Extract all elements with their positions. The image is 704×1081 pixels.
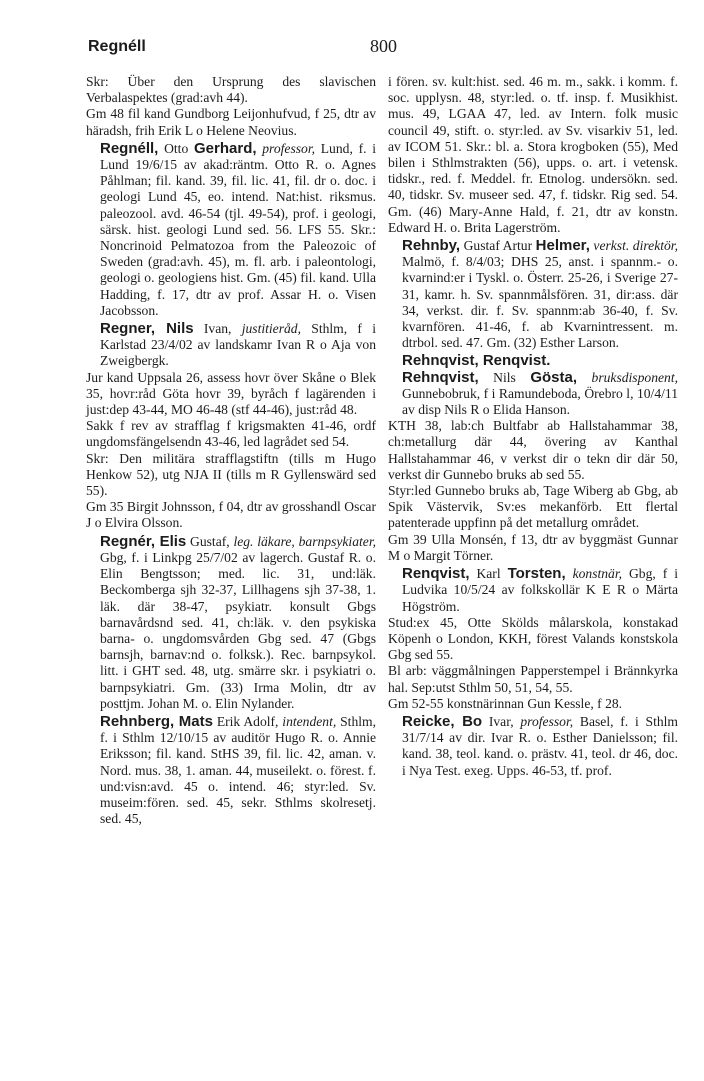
- entry-surname: Regnér,: [100, 532, 156, 550]
- entry-title: leg. läkare, barnpsykiater,: [233, 533, 376, 549]
- entry-regnell: [86, 141, 376, 319]
- entry-title: verkst. direktör,: [589, 238, 678, 254]
- entry-surname: Regner,: [100, 320, 156, 338]
- entry-surname: Rehnberg,: [100, 712, 175, 730]
- entry-given-name-bold: Torsten,: [507, 565, 566, 583]
- entry-paragraph: Bl arb: väggmålningen Papperstempel i Brännkyrka hal. Sep:utst Sthlm 50, 51, 54, 55.: [388, 663, 678, 695]
- entry-paragraph: Skr: Über den Ursprung des slavischen Verbalaspektes (grad:avh 44).: [86, 74, 376, 106]
- entry-given-name-bold: Bo: [454, 712, 483, 730]
- entry-regner-elis: [86, 534, 376, 712]
- entry-rehnberg-continued: [388, 74, 678, 236]
- entry-given-name: Gustaf Artur: [460, 238, 536, 254]
- entry-surname: Regnéll,: [100, 139, 159, 157]
- entry-paragraph: [388, 238, 678, 351]
- entry-given-name: Gustaf,: [186, 533, 234, 549]
- entry-given-name-bold: Mats: [174, 712, 213, 730]
- entry-title: konstnär,: [565, 566, 623, 582]
- entry-title: intendent,: [282, 713, 337, 729]
- entry-given-name: Erik Adolf,: [212, 713, 283, 729]
- entry-paragraph: Gm 39 Ulla Monsén, f 13, dtr av byggmäst Gunnar M o Margit Törner.: [388, 531, 678, 563]
- entry-paragraph: Gm 48 fil kand Gundborg Leijonhufvud, f 25, dtr av häradsh, frih Erik L o Helene Neovius.: [86, 106, 376, 138]
- entry-given-name: Nils: [478, 369, 531, 385]
- entry-continuation: [86, 74, 376, 139]
- entry-rehnqvist: [388, 370, 678, 564]
- entry-paragraph: Jur kand Uppsala 26, assess hovr över Skåne o Blek 35, hovr:råd Göta hovr 39, byråch f lagärenden i just:dep 43-44, MO 46-48 (stf 44-46), just:råd 48.: [86, 369, 376, 418]
- entry-given-name: Ivan,: [193, 321, 242, 337]
- entry-text: Gunnebobruk, f i Ramundeboda, Örebro l, 10/4/11 av disp Nils R o Elida Hanson.: [402, 385, 678, 418]
- entry-text: Gbg, f i Ludvika 10/5/24 av folkskollär K E R o Märta Högström.: [402, 566, 678, 614]
- entry-paragraph: [86, 714, 376, 827]
- entry-text: Gbg, f. i Linkpg 25/7/02 av lagerch. Gustaf R. o. Elin Bengtsson; med. lic. 31, und:läk. Beckomberga sjh 32-37, Lillhagens sjh 37-38, 1. läk. där 38-47, psykiatr. konsult Gbgs barnavårdsnd sed. 41, ch:läk. v. den psykiska barna- o. ungdomsvården Gbg sed. 47 (Gbgs barnsjh, barnav:nd o. folksk.). Rec. barnpsykol. litt. i GHT sed. 48, utg. smärre skr. i psykiatri o. barnpsykiatri. Gm. (33) Irma Molin, dtr av posttjm. Johan M. o. Elin Nylander.: [100, 549, 376, 711]
- entry-given-name: Ivar,: [482, 713, 521, 729]
- entry-paragraph: Skr: Den militära strafflagstiftn (tills m Hugo Henkow 52), utg NJA II (tills m R Gyllenswärd sed 55).: [86, 450, 376, 499]
- entry-renqvist: [388, 566, 678, 712]
- entry-reicke: [388, 714, 678, 779]
- entry-given-name: Karl: [469, 566, 508, 582]
- entry-given-name-bold: Nils: [155, 320, 194, 338]
- entry-paragraph: Gm 35 Birgit Johnsson, f 04, dtr av grosshandl Oscar J o Elvira Olsson.: [86, 499, 376, 531]
- entry-text: Sthlm, f. i Sthlm 12/10/15 av auditör Hugo R. o. Annie Eriksson; fil. kand. StHS 39, fil. lic. 42, aman. v. Nord. mus. 38, 1. aman. 44, museilekt. o. förest. f. und:visn:avd. 45 o. intend. 46; styr:led. Sv. museim:fören. sed. 45, sekr. Sthlms skolresetj. sed. 45,: [100, 713, 377, 827]
- running-head: [0, 34, 704, 60]
- entry-paragraph: [86, 321, 376, 370]
- entry-text: Lund, f. i Lund 19/6/15 av akad:räntm. Otto R. o. Agnes Påhlman; fil. kand. 39, fil. lic. 41, fil. dr o. doc. i geologi Lund 45, eo. intend. Nat:hist. riksmus. paleozool. avd. 46-54 (tjl. 49-54), prof. i geologi, särsk. hist. geologi Lund sed. 56. LFS 55. Skr.: Noncrinoid Pelmatozoa from the Paleozoic of Sweden (grad:avh. 45), m. fl. arb. i paleontologi, geologi o. geologiens hist. Gm. (45) fil. kand. Ulla Hadding, f. 17, dtr av prof. Assar H. o. Visen Jacobsson.: [100, 140, 376, 318]
- entry-text: Sthlm, f i Karlstad 23/4/02 av landskamr Ivan R o Aja von Zweigbergk.: [100, 321, 376, 369]
- cross-reference-heading: Rehnqvist, Renqvist.: [402, 352, 551, 370]
- entry-text: Basel, f. i Sthlm 31/7/14 av dir. Ivar R. o. Esther Danielsson; fil. kand. 38, teol. kand. o. prästv. 41, teol. dr 46, doc. i Nya Test. exeg. Upps. 46-53, tf. prof.: [402, 713, 678, 778]
- entry-given-name-bold: Gösta,: [530, 368, 578, 386]
- entry-given-name: Otto: [158, 140, 194, 156]
- left-column: [86, 74, 376, 829]
- entry-paragraph: Styr:led Gunnebo bruks ab, Tage Wiberg ab Gbg, ab Spik Västervik, Sv:es mekanförb. Ett flertal patenterade uppfinn på det metallurg området.: [388, 483, 678, 531]
- entry-rehnberg: [86, 714, 376, 827]
- running-head-name: Regnéll: [88, 38, 146, 55]
- entry-text: Malmö, f. 8/4/03; DHS 25, anst. i spannm.- o. kvarnind:er i Tyskl. o. Österr. 25-26, i Sverige 27-31, kamr. h. Sv. spannmålsfören. 31, dir:ass. där 34, verkst. dir. f. Sv. spannm:ab 36-40, f. Sv. kvarnfören. 41-46, f. ab Kvarnintressent. m. dtrbol. sed. 47. Gm. (32) Esther Larson.: [402, 254, 678, 351]
- entry-given-name-bold: Gerhard,: [194, 139, 257, 157]
- entry-surname: Rehnqvist,: [402, 368, 479, 386]
- page-number: 800: [370, 36, 397, 56]
- entry-paragraph: i fören. sv. kult:hist. sed. 46 m. m., sakk. i komm. f. soc. upplysn. 48, styr:led. o. tf. insp. f. Musikhist. mus. 49, LGAA 47, led. av Intern. folk music council 49, stift. o. styr:led. av Sv. visarkiv 51, led. av ICOM 51. Skr.: bl. a. Stora krogboken (55), Med bilen i Sthlmstrakten (56), upps. o. art. i vetensk. tidskr., red. f. Meddel. fr. Etnolog. undersökn. sed. 40, tidskr. Sv. museer sed. 47, f. tidskr. Rig sed. 54. Gm. (46) Mary-Anne Hald, f. 21, dtr av konstn. Edward H. o. Brita Lagerström.: [388, 74, 678, 235]
- entry-paragraph: [388, 714, 678, 779]
- entry-paragraph: Gm 52-55 konstnärinnan Gun Kessle, f 28.: [388, 695, 623, 711]
- right-column: [388, 74, 678, 781]
- entry-surname: Renqvist,: [402, 565, 470, 583]
- entry-rehnby: [388, 238, 678, 351]
- entry-given-name-bold: Helmer,: [535, 237, 590, 255]
- entry-title: professor,: [520, 713, 574, 729]
- entry-title: justitieråd,: [241, 321, 301, 337]
- entry-title: professor,: [256, 140, 316, 156]
- entry-paragraph: Stud:ex 45, Otte Skölds målarskola, konstakad Köpenh o London, KKH, förest Valands konstskola Gbg sed 55.: [388, 614, 678, 663]
- entry-paragraph: [86, 141, 376, 319]
- entry-regner-nils: [86, 321, 376, 532]
- entry-paragraph: [388, 566, 678, 615]
- entry-paragraph: KTH 38, lab:ch Bultfabr ab Hallstahammar 38, ch:metallurg där 44, övering av Kanthal Hallstahammar 46, v verkst dir o tekn dir där 50, verkst dir Gunnebo bruks ab sed 55.: [388, 418, 678, 482]
- entry-surname: Rehnby,: [402, 237, 461, 255]
- entry-surname: Reicke,: [402, 712, 455, 730]
- entry-given-name-bold: Elis: [155, 532, 187, 550]
- entry-paragraph: Sakk f rev av strafflag f krigsmakten 41-46, ordf ungdomsfängelsendn 43-46, led lagrådet sed 54.: [86, 418, 376, 450]
- entry-paragraph: [86, 534, 376, 712]
- entry-title: bruksdisponent,: [577, 369, 678, 385]
- entry-paragraph: [388, 370, 678, 419]
